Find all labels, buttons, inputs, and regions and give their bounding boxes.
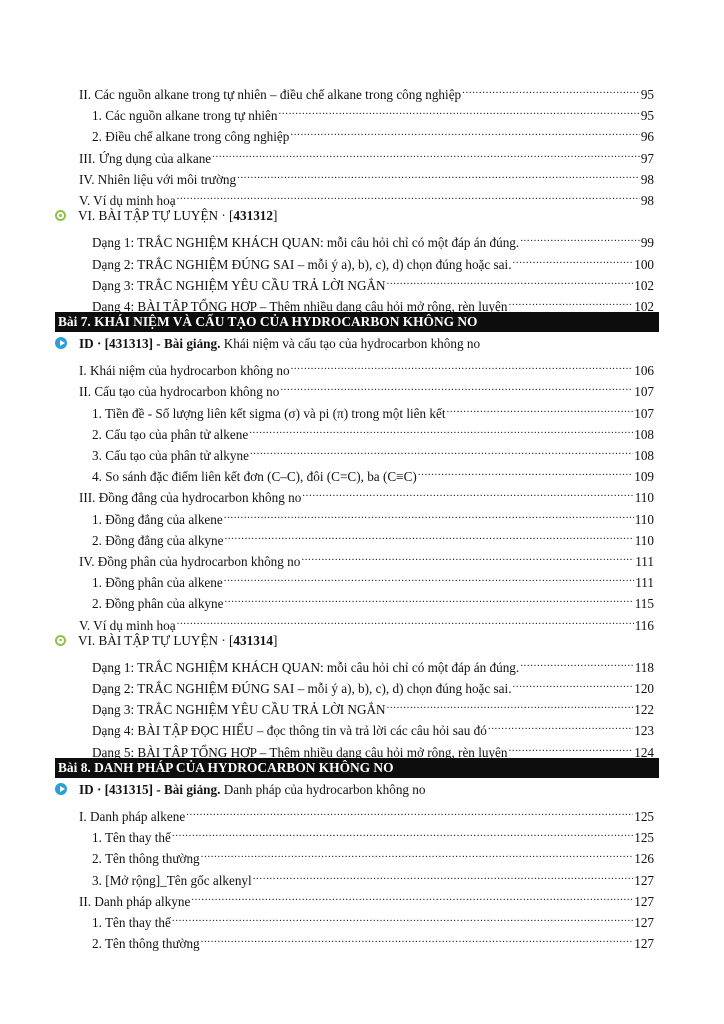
- toc-entry-label: II. Danh pháp alkyne: [79, 893, 191, 909]
- toc-entry-page: 95: [640, 108, 654, 124]
- toc-entry-page: 107: [634, 384, 654, 400]
- toc-entry-page: 100: [634, 256, 654, 272]
- toc-entry[interactable]: [0, 78, 724, 102]
- dot-leader: [513, 672, 634, 693]
- toc-entry[interactable]: [0, 418, 724, 442]
- toc-entry[interactable]: [0, 226, 724, 251]
- toc-entry[interactable]: [0, 821, 724, 846]
- toc-entry-label: Dạng 3: TRẮC NGHIỆM YÊU CẦU TRẢ LỜI NGẮN: [92, 277, 386, 293]
- toc-entry[interactable]: [0, 142, 724, 166]
- toc-entry[interactable]: [0, 99, 724, 124]
- toc-entry-page: 96: [640, 129, 654, 145]
- dot-leader: [291, 354, 634, 375]
- toc-entry-page: 95: [640, 87, 654, 102]
- toc-entry-label: I. Danh pháp alkene: [79, 809, 186, 824]
- toc-entry-label: III. Đồng đẳng của hydrocarbon không no: [79, 490, 302, 506]
- practice-heading-suffix: ]: [272, 208, 278, 224]
- lesson-heading-bar[interactable]: Bài 8. DANH PHÁP CỦA HYDROCARBON KHÔNG NO: [55, 758, 659, 778]
- toc-entry-page: 109: [634, 469, 654, 485]
- toc-entry-page: 110: [634, 532, 654, 548]
- toc-entry-label: 1. Tiền đề - Số lượng liên kết sigma (σ) và pi (π) trong một liên kết: [92, 405, 446, 421]
- practice-heading-label: VI. BÀI TẬP TỰ LUYỆN · [: [78, 208, 234, 224]
- toc-entry[interactable]: [0, 163, 724, 187]
- toc-entry[interactable]: [0, 906, 724, 930]
- toc-entry-label: Dạng 1: TRẮC NGHIỆM KHÁCH QUAN: mỗi câu hỏi chỉ có một đáp án đúng.: [92, 659, 520, 675]
- lesson-heading-bar[interactable]: Bài 7. KHÁI NIỆM VÀ CẤU TẠO CỦA HYDROCARBON KHÔNG NO: [55, 312, 659, 332]
- toc-entry-page: 120: [634, 681, 654, 697]
- practice-section-heading[interactable]: [0, 630, 724, 651]
- toc-entry-page: 124: [634, 744, 654, 760]
- dot-leader: [201, 842, 634, 863]
- target-circle-icon: [55, 635, 66, 646]
- dot-leader: [172, 906, 633, 927]
- toc-entry-label: Dạng 3: TRẮC NGHIỆM YÊU CẦU TRẢ LỜI NGẮN: [92, 702, 386, 718]
- toc-entry[interactable]: [0, 503, 724, 527]
- practice-heading-label: VI. BÀI TẬP TỰ LUYỆN · [: [78, 632, 234, 648]
- dot-leader: [224, 503, 634, 524]
- toc-entry-page: 116: [634, 617, 654, 633]
- play-circle-icon: [55, 783, 67, 795]
- toc-entry[interactable]: [0, 460, 724, 485]
- toc-entry-page: 127: [634, 893, 654, 909]
- toc-entry-label: 2. Tên thông thường: [92, 936, 200, 952]
- toc-entry[interactable]: [0, 248, 724, 272]
- dot-leader: [237, 163, 640, 184]
- toc-entry[interactable]: [0, 842, 724, 867]
- toc-entry-page: 108: [634, 448, 654, 463]
- toc-entry-page: 118: [634, 659, 654, 675]
- toc-entry[interactable]: [0, 184, 724, 208]
- toc-entry[interactable]: [0, 545, 724, 569]
- toc-entry[interactable]: [0, 269, 724, 293]
- toc-entry-label: III. Ứng dụng của alkane: [79, 150, 212, 166]
- toc-entry-page: 107: [634, 405, 654, 421]
- toc-entry-page: 122: [634, 702, 654, 718]
- toc-entry-label: II. Cấu tạo của hydrocarbon không no: [79, 384, 280, 400]
- dot-leader: [177, 184, 640, 205]
- toc-entry-page: 102: [634, 298, 654, 314]
- toc-entry[interactable]: [0, 885, 724, 909]
- toc-entry[interactable]: [0, 864, 724, 888]
- toc-entry-label: IV. Đồng phân của hydrocarbon không no: [79, 553, 301, 569]
- toc-entry-label: 2. Tên thông thường: [92, 851, 200, 867]
- toc-entry-page: 97: [640, 150, 654, 166]
- toc-entry[interactable]: [0, 672, 724, 697]
- toc-entry-label: 1. Đồng đẳng của alkene: [92, 511, 223, 527]
- toc-entry[interactable]: [0, 481, 724, 506]
- dot-leader: [212, 142, 640, 163]
- toc-entry-label: I. Khái niệm của hydrocarbon không no: [79, 363, 290, 379]
- dot-leader: [387, 693, 634, 714]
- toc-entry-label: 2. Đồng phân của alkyne: [92, 596, 224, 612]
- toc-entry-label: Dạng 4: BÀI TẬP TỔNG HỢP – Thêm nhiều dạng câu hỏi mở rộng, rèn luyện: [92, 298, 508, 314]
- toc-entry[interactable]: [0, 566, 724, 591]
- toc-entry-label: 3. Cấu tạo của phân tử alkyne: [92, 448, 249, 463]
- dot-leader: [509, 736, 634, 757]
- toc-entry-label: Dạng 5: BÀI TẬP TỔNG HỢP – Thêm nhiều dạng câu hỏi mở rộng, rèn luyện: [92, 744, 508, 760]
- dot-leader: [418, 460, 633, 481]
- toc-entry-page: 127: [634, 872, 654, 888]
- lecture-link[interactable]: [0, 333, 724, 354]
- toc-entry-label: 2. Cấu tạo của phân tử alkene: [92, 426, 249, 442]
- dot-leader: [520, 226, 640, 247]
- dot-leader: [387, 269, 634, 290]
- dot-leader: [186, 800, 633, 821]
- dot-leader: [447, 397, 634, 418]
- toc-entry[interactable]: [0, 354, 724, 379]
- toc-entry-page: 123: [634, 723, 654, 739]
- toc-entry[interactable]: [0, 651, 724, 675]
- toc-entry[interactable]: [0, 800, 724, 824]
- toc-entry-label: 4. So sánh đặc điểm liên kết đơn (C–C), đôi (C=C), ba (C≡C): [92, 469, 417, 485]
- dot-leader: [520, 651, 634, 672]
- toc-entry[interactable]: [0, 609, 724, 633]
- dot-leader: [250, 439, 633, 460]
- toc-entry[interactable]: [0, 290, 724, 314]
- toc-entry-page: 127: [634, 936, 654, 952]
- toc-entry-page: 125: [634, 809, 654, 824]
- toc-entry-page: 110: [634, 490, 654, 506]
- dot-leader: [280, 375, 633, 396]
- toc-entry-label: Dạng 2: TRẮC NGHIỆM ĐÚNG SAI – mỗi ý a), b), c), d) chọn đúng hoặc sai.: [92, 256, 512, 272]
- dot-leader: [302, 481, 633, 502]
- dot-leader: [224, 524, 633, 545]
- toc-entry-page: 127: [634, 914, 654, 930]
- dot-leader: [191, 885, 633, 906]
- dot-leader: [177, 609, 634, 630]
- toc-entry[interactable]: [0, 736, 724, 760]
- toc-entry-page: 115: [634, 596, 654, 612]
- toc-entry[interactable]: [0, 397, 724, 421]
- dot-leader: [488, 714, 633, 735]
- toc-entry-page: 106: [634, 363, 654, 379]
- toc-entry-label: V. Ví dụ minh hoạ: [79, 617, 176, 633]
- toc-entry-label: IV. Nhiên liệu với môi trường: [79, 171, 237, 187]
- dot-leader: [290, 120, 639, 141]
- toc-entry-label: Dạng 1: TRẮC NGHIỆM KHÁCH QUAN: mỗi câu hỏi chỉ có một đáp án đúng.: [92, 235, 520, 251]
- toc-entry-label: Dạng 4: BÀI TẬP ĐỌC HIỂU – đọc thông tin và trả lời các câu hỏi sau đó: [92, 723, 487, 739]
- practice-code: 431312: [233, 208, 273, 224]
- toc-entry-label: 1. Đồng phân của alkene: [92, 575, 223, 591]
- toc-entry-page: 111: [635, 553, 654, 569]
- toc-entry-page: 126: [634, 851, 654, 867]
- lecture-link[interactable]: [0, 779, 724, 800]
- dot-leader: [513, 248, 634, 269]
- toc-entry-page: 111: [635, 575, 654, 591]
- dot-leader: [249, 418, 633, 439]
- toc-entry[interactable]: [0, 714, 724, 739]
- target-circle-icon: [55, 210, 66, 221]
- practice-code: 431314: [233, 632, 273, 648]
- lecture-title: Danh pháp của hydrocarbon không no: [223, 781, 426, 797]
- toc-entry-label: 2. Đồng đẳng của alkyne: [92, 532, 224, 548]
- lecture-id-prefix: ID · [431315] - Bài giảng.: [79, 781, 221, 797]
- toc-entry-page: 98: [640, 171, 654, 187]
- toc-entry-page: 98: [640, 192, 654, 208]
- toc-entry[interactable]: [0, 375, 724, 400]
- toc-entry-label: 1. Tên thay thế: [92, 830, 171, 846]
- toc-entry-label: 3. [Mở rộng]_Tên gốc alkenyl: [92, 872, 252, 888]
- toc-entry-label: 2. Điều chế alkane trong công nghiệp: [92, 129, 290, 145]
- toc-entry-label: II. Các nguồn alkane trong tự nhiên – điều chế alkane trong công nghiệp: [79, 87, 462, 102]
- toc-entry-label: V. Ví dụ minh hoạ: [79, 192, 176, 208]
- toc-entry-page: 125: [634, 830, 654, 846]
- dot-leader: [172, 821, 633, 842]
- dot-leader: [253, 864, 634, 885]
- dot-leader: [509, 290, 634, 311]
- toc-entry[interactable]: [0, 927, 724, 952]
- toc-entry-label: Dạng 2: TRẮC NGHIỆM ĐÚNG SAI – mỗi ý a), b), c), d) chọn đúng hoặc sai.: [92, 681, 512, 697]
- toc-entry[interactable]: [0, 120, 724, 145]
- dot-leader: [201, 927, 634, 948]
- toc-entry-page: 102: [634, 277, 654, 293]
- practice-section-heading[interactable]: [0, 205, 724, 226]
- toc-entry-page: 99: [640, 235, 654, 251]
- table-of-contents: [0, 78, 724, 952]
- practice-heading-suffix: ]: [272, 632, 278, 648]
- toc-entry[interactable]: [0, 587, 724, 612]
- toc-entry[interactable]: [0, 693, 724, 718]
- toc-entry-label: 1. Tên thay thế: [92, 914, 171, 930]
- lecture-title: Khái niệm và cấu tạo của hydrocarbon không no: [223, 336, 481, 352]
- dot-leader: [462, 78, 640, 99]
- dot-leader: [224, 566, 634, 587]
- lecture-id-prefix: ID · [431313] - Bài giảng.: [79, 336, 221, 352]
- play-circle-icon: [55, 337, 67, 349]
- dot-leader: [224, 587, 633, 608]
- toc-entry-page: 110: [634, 511, 654, 527]
- toc-entry-label: 1. Các nguồn alkane trong tự nhiên: [92, 108, 278, 124]
- toc-entry[interactable]: [0, 439, 724, 463]
- toc-entry-page: 108: [634, 426, 654, 442]
- dot-leader: [301, 545, 634, 566]
- toc-entry[interactable]: [0, 524, 724, 548]
- dot-leader: [279, 99, 640, 120]
